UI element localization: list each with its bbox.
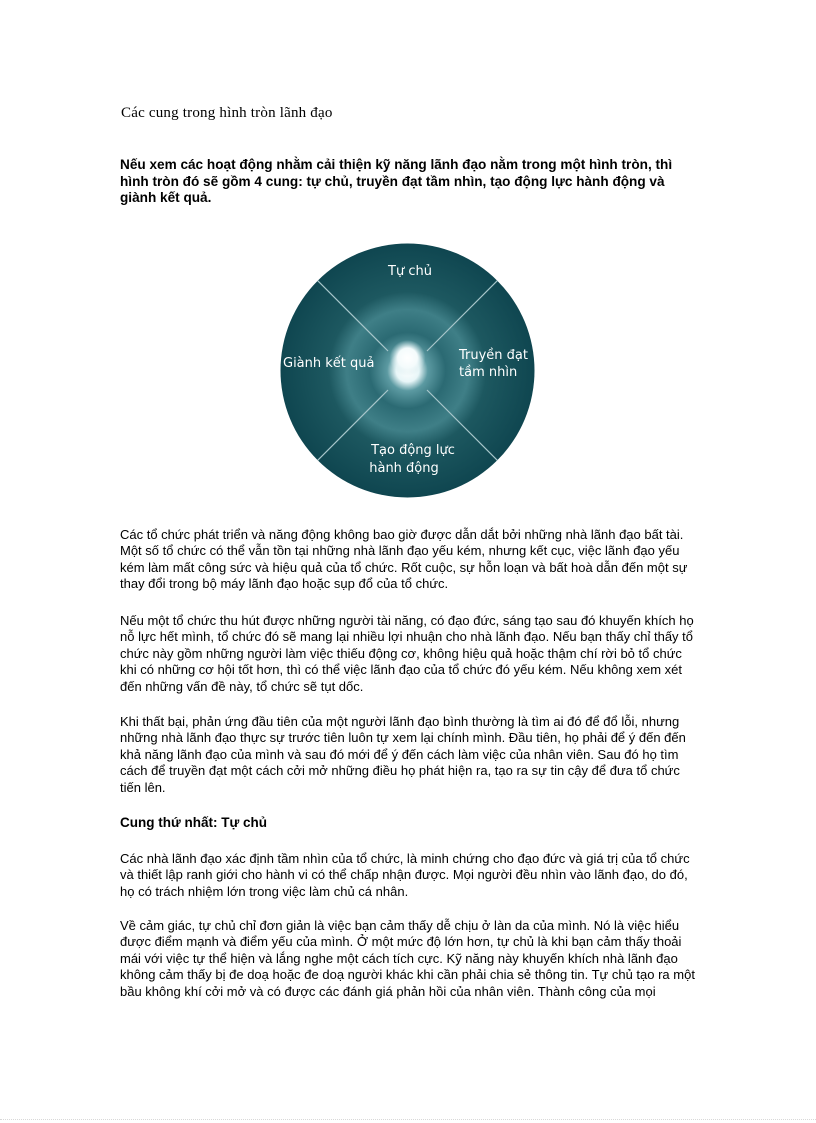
section-paragraph: Về cảm giác, tự chủ chỉ đơn giản là việc bạn cảm thấy dễ chịu ở làn da của mình. Nó là việc hiểu được điểm mạnh và điểm yếu của mình. Ở một mức độ lớn hơn, tự chủ là khi bạn cảm thấy thoải mái với việc tự thể hiện và lắng nghe một cách tích cực. Kỹ năng này khuyến khích nhà lãnh đạo không cảm thấy bị đe doạ hoặc đe doạ người khác khi cần phải chia sẻ thông tin. Tự chủ tạo ra một bầu không khí cởi mở và có được các đánh giá phản hồi của nhân viên. Thành công của mọi [120, 918, 695, 999]
intro-paragraph: Nếu xem các hoạt động nhằm cải thiện kỹ năng lãnh đạo nằm trong một hình tròn, thì hình tròn đó sẽ gồm 4 cung: tự chủ, truyền đạt tầm nhìn, tạo động lực hành động và giành kết quả. [120, 157, 673, 205]
document-title: Các cung trong hình tròn lãnh đạo [121, 105, 333, 121]
segment-label-bottom-line2: hành động [369, 461, 439, 476]
section-heading: Cung thứ nhất: Tự chủ [120, 815, 268, 830]
segment-label-left: Giành kết quả [283, 356, 375, 371]
circle-diagram-svg [280, 243, 535, 498]
segment-label-right-line2: tầm nhìn [459, 365, 518, 380]
segment-label-bottom-line1: Tạo động lực [371, 443, 455, 458]
section-paragraph: Các nhà lãnh đạo xác định tầm nhìn của tổ chức, là minh chứng cho đạo đức và giá trị của tổ chức và thiết lập ranh giới cho hành vi có thể chấp nhận được. Mọi người đều nhìn vào lãnh đạo, do đó, họ có trách nhiệm lớn trong việc làm chủ cá nhân. [120, 851, 690, 899]
segment-label-top: Tự chủ [388, 264, 432, 279]
segment-label-right-line1: Truyền đạt [459, 348, 528, 363]
center-glow [390, 340, 426, 376]
leadership-circle-diagram [280, 243, 535, 498]
page-bottom-border [0, 1119, 816, 1120]
body-paragraph: Khi thất bại, phản ứng đầu tiên của một người lãnh đạo bình thường là tìm ai đó để đổ lỗi, nhưng những nhà lãnh đạo thực sự trước tiên luôn tự xem lại chính mình. Đầu tiên, họ phải để ý đến đến khả năng lãnh đạo của mình và sau đó mới để ý đến cách làm việc của nhân viên. Sau đó họ tìm cách để truyền đạt một cách cởi mở những điều họ phát hiện ra, tạo ra sự tin cậy để đưa tổ chức tiến lên. [120, 714, 686, 795]
body-paragraph: Nếu một tổ chức thu hút được những người tài năng, có đạo đức, sáng tạo sau đó khuyến khích họ nỗ lực hết mình, tổ chức đó sẽ mang lại nhiều lợi nhuận cho nhà lãnh đạo. Nếu bạn thấy chỉ thấy tổ chức này gồm những người làm việc thiếu động cơ, không hiệu quả hoặc thậm chí rời bỏ tổ chức khi có những cơ hội tốt hơn, thì có thể việc lãnh đạo của tổ chức đó yếu kém. Nếu không xem xét đến những vấn đề này, tổ chức sẽ tụt dốc. [120, 613, 694, 694]
body-paragraph: Các tổ chức phát triển và năng động không bao giờ được dẫn dắt bởi những nhà lãnh đạo bất tài. Một số tổ chức có thể vẫn tồn tại những nhà lãnh đạo yếu kém, nhưng kết cục, việc lãnh đạo yếu kém làm mất công sức và hiệu quả của tổ chức. Rốt cuộc, sự hỗn loạn và bất hoà dẫn đến một sự thay đổi trong bộ máy lãnh đạo hoặc sụp đổ của tổ chức. [120, 527, 688, 592]
